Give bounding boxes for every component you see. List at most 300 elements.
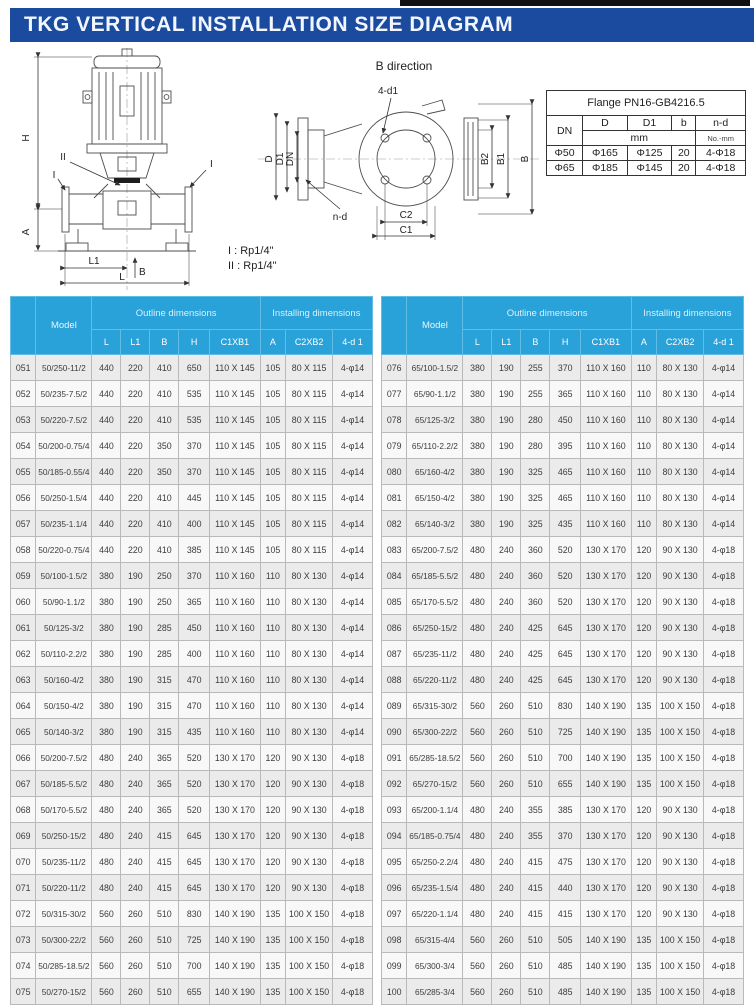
pump-front-view-drawing [8, 46, 234, 292]
cell: 50/250-11/2 [36, 355, 92, 381]
cell: 465 [550, 459, 581, 485]
cell: 65/270-15/2 [407, 771, 463, 797]
cell: 4-φ14 [704, 433, 744, 459]
cell: 064 [11, 693, 36, 719]
cell: 260 [492, 693, 521, 719]
cell: 260 [121, 901, 150, 927]
cell: 380 [463, 381, 492, 407]
cell: 4-φ18 [704, 719, 744, 745]
cell: 130 X 170 [210, 771, 261, 797]
cell: 260 [492, 927, 521, 953]
cell: 130 X 170 [581, 849, 632, 875]
cell: 105 [260, 381, 285, 407]
cell: 100 X 150 [657, 693, 704, 719]
table-row [11, 693, 373, 719]
cell: 100 X 150 [286, 927, 333, 953]
cell: 110 X 160 [210, 615, 261, 641]
cell: 380 [463, 485, 492, 511]
cell: 130 X 170 [581, 641, 632, 667]
table-row [11, 615, 373, 641]
callout-label-4d1: 4-d1 [377, 86, 399, 97]
cell: 135 [631, 745, 656, 771]
header-b: B [150, 330, 179, 355]
cell: 510 [521, 979, 550, 1005]
flange-header-dn: DN [547, 116, 583, 146]
header-l1: L1 [121, 330, 150, 355]
table-row [11, 771, 373, 797]
cell: 470 [179, 693, 210, 719]
cell: 400 [179, 641, 210, 667]
cell: 50/185-0.55/4 [36, 459, 92, 485]
cell: 110 X 145 [210, 407, 261, 433]
dim-label-b: B [139, 267, 146, 278]
cell: 415 [521, 901, 550, 927]
cell: 50/250-15/2 [36, 823, 92, 849]
cell: 110 [260, 641, 285, 667]
table-row [382, 407, 744, 433]
cell: 90 X 130 [657, 823, 704, 849]
cell: 062 [11, 641, 36, 667]
cell: 520 [550, 589, 581, 615]
cell: 440 [92, 459, 121, 485]
cell: 255 [521, 355, 550, 381]
table-row [11, 901, 373, 927]
cell: 190 [121, 563, 150, 589]
cell: 140 X 190 [581, 693, 632, 719]
cell: 370 [550, 823, 581, 849]
cell: 095 [382, 849, 407, 875]
size-table-right-body [382, 355, 744, 1005]
table-row [11, 667, 373, 693]
cell: 053 [11, 407, 36, 433]
callout-label-ii: II [60, 152, 66, 163]
cell: 560 [463, 927, 492, 953]
cell: 50/170-5.5/2 [36, 797, 92, 823]
cell: 480 [463, 589, 492, 615]
cell: 535 [179, 407, 210, 433]
cell: 250 [150, 563, 179, 589]
cell: 240 [492, 641, 521, 667]
header-c1xb1: C1XB1 [210, 330, 261, 355]
cell: 135 [631, 719, 656, 745]
cell: 480 [463, 615, 492, 641]
cell: 365 [179, 589, 210, 615]
cell: 4-φ14 [704, 407, 744, 433]
cell: 90 X 130 [286, 797, 333, 823]
cell: 65/285-18.5/2 [407, 745, 463, 771]
size-tables [10, 296, 744, 997]
cell: 120 [260, 849, 285, 875]
table-row [382, 849, 744, 875]
cell: 120 [631, 823, 656, 849]
cell: Φ165 [583, 146, 628, 161]
cell: 4-φ18 [704, 771, 744, 797]
cell: 65/220-1.1/4 [407, 901, 463, 927]
cell: Φ185 [583, 161, 628, 176]
dim-label-c1: C1 [399, 225, 413, 236]
cell: 4-φ14 [333, 485, 373, 511]
cell: 480 [92, 849, 121, 875]
cell: 65/250-2.2/4 [407, 849, 463, 875]
cell: 485 [550, 953, 581, 979]
cell: 140 X 190 [210, 953, 261, 979]
cell: 110 X 160 [581, 407, 632, 433]
cell: 100 X 150 [286, 979, 333, 1005]
cell: 370 [179, 459, 210, 485]
cell: 480 [463, 537, 492, 563]
cell: 190 [121, 589, 150, 615]
cell: 4-φ14 [333, 641, 373, 667]
cell: 355 [521, 797, 550, 823]
cell: 4-φ18 [704, 875, 744, 901]
cell: 90 X 130 [286, 875, 333, 901]
cell: 092 [382, 771, 407, 797]
cell: 480 [463, 823, 492, 849]
cell: 051 [11, 355, 36, 381]
cell: 069 [11, 823, 36, 849]
cell: 510 [521, 693, 550, 719]
cell: 4-φ14 [333, 407, 373, 433]
cell: 520 [179, 745, 210, 771]
cell: 120 [631, 537, 656, 563]
cell: 059 [11, 563, 36, 589]
cell: 190 [121, 615, 150, 641]
cell: 365 [550, 381, 581, 407]
cell: 520 [179, 771, 210, 797]
table-row [547, 146, 746, 161]
table-row [11, 979, 373, 1005]
cell: 435 [179, 719, 210, 745]
table-row [11, 849, 373, 875]
cell: 190 [492, 459, 521, 485]
cell: 50/185-5.5/2 [36, 771, 92, 797]
cell: 140 X 190 [581, 927, 632, 953]
cell: 110 [631, 511, 656, 537]
cell: 700 [179, 953, 210, 979]
cell: 50/125-3/2 [36, 615, 92, 641]
table-row [382, 693, 744, 719]
cell: 365 [150, 797, 179, 823]
table-row [11, 953, 373, 979]
cell: 135 [631, 693, 656, 719]
cell: 4-φ14 [704, 355, 744, 381]
cell: 110 [631, 381, 656, 407]
cell: 110 [260, 589, 285, 615]
cell: 130 X 170 [581, 563, 632, 589]
cell: 255 [521, 381, 550, 407]
cell: 220 [121, 355, 150, 381]
cell: 120 [631, 797, 656, 823]
cell: 80 X 130 [286, 589, 333, 615]
cell: 110 X 160 [210, 667, 261, 693]
cell: 90 X 130 [657, 537, 704, 563]
flange-header-d1: D1 [627, 116, 672, 131]
cell: 440 [92, 355, 121, 381]
cell: 480 [463, 563, 492, 589]
flange-header-b: b [672, 116, 696, 131]
header-installing-group: Installing dimensions [260, 297, 372, 330]
cell: 50/140-3/2 [36, 719, 92, 745]
cell: 410 [150, 407, 179, 433]
cell: 830 [179, 901, 210, 927]
cell: 380 [92, 589, 121, 615]
cell: 130 X 170 [581, 667, 632, 693]
cell: 240 [121, 771, 150, 797]
cell: 4-φ14 [333, 459, 373, 485]
cell: 052 [11, 381, 36, 407]
cell: 4-φ14 [704, 485, 744, 511]
cell: 240 [121, 823, 150, 849]
cell: 380 [92, 719, 121, 745]
cell: 093 [382, 797, 407, 823]
cell: 100 X 150 [657, 719, 704, 745]
cell: 560 [463, 771, 492, 797]
cell: 240 [492, 901, 521, 927]
cell: 50/150-4/2 [36, 693, 92, 719]
cell: 360 [521, 537, 550, 563]
cell: 370 [550, 355, 581, 381]
cell: 240 [492, 849, 521, 875]
size-table-left-body [11, 355, 373, 1005]
cell: 240 [121, 745, 150, 771]
cell: 4-φ18 [333, 875, 373, 901]
cell: 830 [550, 693, 581, 719]
cell: 325 [521, 485, 550, 511]
cell: 4-φ14 [333, 511, 373, 537]
cell: 058 [11, 537, 36, 563]
cell: 80 X 130 [657, 511, 704, 537]
dim-label-l1: L1 [88, 256, 100, 267]
cell: 90 X 130 [286, 771, 333, 797]
scan-edge-strip [400, 0, 750, 6]
size-table-left [10, 296, 373, 1005]
cell: 65/125-3/2 [407, 407, 463, 433]
cell: 505 [550, 927, 581, 953]
table-row [382, 927, 744, 953]
cell: 067 [11, 771, 36, 797]
b-direction-view-drawing [236, 54, 548, 250]
cell: 130 X 170 [581, 875, 632, 901]
header-h: H [550, 330, 581, 355]
cell: 50/200-0.75/4 [36, 433, 92, 459]
cell: 220 [121, 407, 150, 433]
table-row [11, 407, 373, 433]
cell: 110 X 160 [581, 433, 632, 459]
cell: 097 [382, 901, 407, 927]
cell: 094 [382, 823, 407, 849]
cell: 50/220-11/2 [36, 875, 92, 901]
cell: 510 [521, 927, 550, 953]
cell: 425 [521, 615, 550, 641]
cell: 50/220-0.75/4 [36, 537, 92, 563]
cell: 140 X 190 [581, 745, 632, 771]
cell: 480 [92, 823, 121, 849]
dim-label-dn: DN [285, 151, 296, 167]
table-row [382, 719, 744, 745]
cell: 440 [550, 875, 581, 901]
cell: 380 [463, 433, 492, 459]
cell: 90 X 130 [657, 849, 704, 875]
cell: 105 [260, 537, 285, 563]
cell: 4-φ14 [704, 381, 744, 407]
cell: 260 [121, 979, 150, 1005]
cell: 110 [260, 667, 285, 693]
table-row [11, 589, 373, 615]
dim-label-c2: C2 [399, 210, 413, 221]
cell: 65/170-5.5/2 [407, 589, 463, 615]
cell: 645 [179, 875, 210, 901]
header-4d1: 4-d 1 [333, 330, 373, 355]
cell: 130 X 170 [210, 849, 261, 875]
cell: 80 X 130 [286, 615, 333, 641]
cell: 100 [382, 979, 407, 1005]
table-row [547, 161, 746, 176]
cell: 510 [521, 719, 550, 745]
cell: 480 [463, 875, 492, 901]
header-installing-group: Installing dimensions [631, 297, 743, 330]
cell: 415 [521, 875, 550, 901]
cell: 4-φ18 [333, 771, 373, 797]
cell: 063 [11, 667, 36, 693]
cell: 315 [150, 667, 179, 693]
cell: 50/235-1.1/4 [36, 511, 92, 537]
cell: 65/100-1.5/2 [407, 355, 463, 381]
cell: 085 [382, 589, 407, 615]
cell: 65/200-1.1/4 [407, 797, 463, 823]
cell: Φ125 [627, 146, 672, 161]
cell: 135 [631, 979, 656, 1005]
cell: 700 [550, 745, 581, 771]
cell: 80 X 130 [657, 407, 704, 433]
cell: 082 [382, 511, 407, 537]
header-l: L [463, 330, 492, 355]
cell: 80 X 130 [657, 433, 704, 459]
cell: 65/300-22/2 [407, 719, 463, 745]
cell: 80 X 115 [286, 459, 333, 485]
cell: 140 X 190 [210, 901, 261, 927]
cell: 250 [150, 589, 179, 615]
cell: 90 X 130 [286, 823, 333, 849]
cell: 65/90-1.1/2 [407, 381, 463, 407]
cell: 410 [150, 355, 179, 381]
cell: 4-φ18 [704, 849, 744, 875]
header-l: L [92, 330, 121, 355]
cell: 105 [260, 433, 285, 459]
table-row [382, 797, 744, 823]
cell: 120 [631, 849, 656, 875]
cell: 110 X 145 [210, 381, 261, 407]
cell: 240 [121, 797, 150, 823]
cell: Φ65 [547, 161, 583, 176]
cell: 079 [382, 433, 407, 459]
cell: 110 X 160 [210, 563, 261, 589]
cell: 440 [92, 433, 121, 459]
cell: 4-φ18 [704, 901, 744, 927]
cell: 4-φ18 [333, 953, 373, 979]
cell: 4-φ18 [333, 823, 373, 849]
cell: 480 [463, 849, 492, 875]
cell: 072 [11, 901, 36, 927]
cell: 070 [11, 849, 36, 875]
cell: 90 X 130 [286, 745, 333, 771]
cell: 4-φ18 [704, 797, 744, 823]
cell: 425 [521, 667, 550, 693]
cell: 057 [11, 511, 36, 537]
cell: 50/250-1.5/4 [36, 485, 92, 511]
cell: 560 [463, 979, 492, 1005]
cell: 140 X 190 [581, 979, 632, 1005]
cell: 65/235-11/2 [407, 641, 463, 667]
cell: 350 [150, 459, 179, 485]
cell: 510 [150, 927, 179, 953]
table-row [11, 433, 373, 459]
cell: 380 [463, 407, 492, 433]
cell: 110 X 160 [210, 719, 261, 745]
cell: 355 [521, 823, 550, 849]
cell: 065 [11, 719, 36, 745]
cell: 074 [11, 953, 36, 979]
table-row [11, 355, 373, 381]
cell: 4-φ18 [704, 589, 744, 615]
header-model: Model [407, 297, 463, 355]
cell: 440 [92, 381, 121, 407]
cell: 140 X 190 [581, 771, 632, 797]
table-row [382, 537, 744, 563]
cell: 520 [550, 537, 581, 563]
cell: 130 X 170 [581, 589, 632, 615]
cell: 50/300-22/2 [36, 927, 92, 953]
cell: 80 X 130 [286, 719, 333, 745]
header-model: Model [36, 297, 92, 355]
cell: 4-φ18 [704, 563, 744, 589]
page-title: TKG VERTICAL INSTALLATION SIZE DIAGRAM [24, 13, 514, 36]
cell: 510 [150, 901, 179, 927]
table-row [382, 459, 744, 485]
table-row [382, 823, 744, 849]
cell: 20 [672, 161, 696, 176]
table-row [382, 485, 744, 511]
cell: 220 [121, 537, 150, 563]
table-row [382, 615, 744, 641]
header-4d1: 4-d 1 [704, 330, 744, 355]
cell: 190 [121, 667, 150, 693]
cell: 260 [492, 719, 521, 745]
cell: 80 X 115 [286, 381, 333, 407]
cell: 135 [260, 979, 285, 1005]
cell: 099 [382, 953, 407, 979]
table-row [11, 875, 373, 901]
cell: 415 [150, 849, 179, 875]
cell: 110 [260, 719, 285, 745]
cell: 4-φ18 [333, 797, 373, 823]
cell: 4-φ14 [704, 511, 744, 537]
cell: 190 [492, 511, 521, 537]
cell: 510 [521, 953, 550, 979]
cell: 90 X 130 [657, 667, 704, 693]
cell: 50/285-18.5/2 [36, 953, 92, 979]
cell: 20 [672, 146, 696, 161]
cell: 4-φ14 [333, 719, 373, 745]
cell: 135 [260, 953, 285, 979]
table-row [382, 381, 744, 407]
dim-label-b2: B2 [480, 152, 491, 166]
cell: 240 [492, 615, 521, 641]
cell: 110 X 145 [210, 485, 261, 511]
cell: 65/300-3/4 [407, 953, 463, 979]
table-row [11, 719, 373, 745]
cell: 65/235-1.5/4 [407, 875, 463, 901]
dim-label-b-outer: B [520, 155, 531, 163]
